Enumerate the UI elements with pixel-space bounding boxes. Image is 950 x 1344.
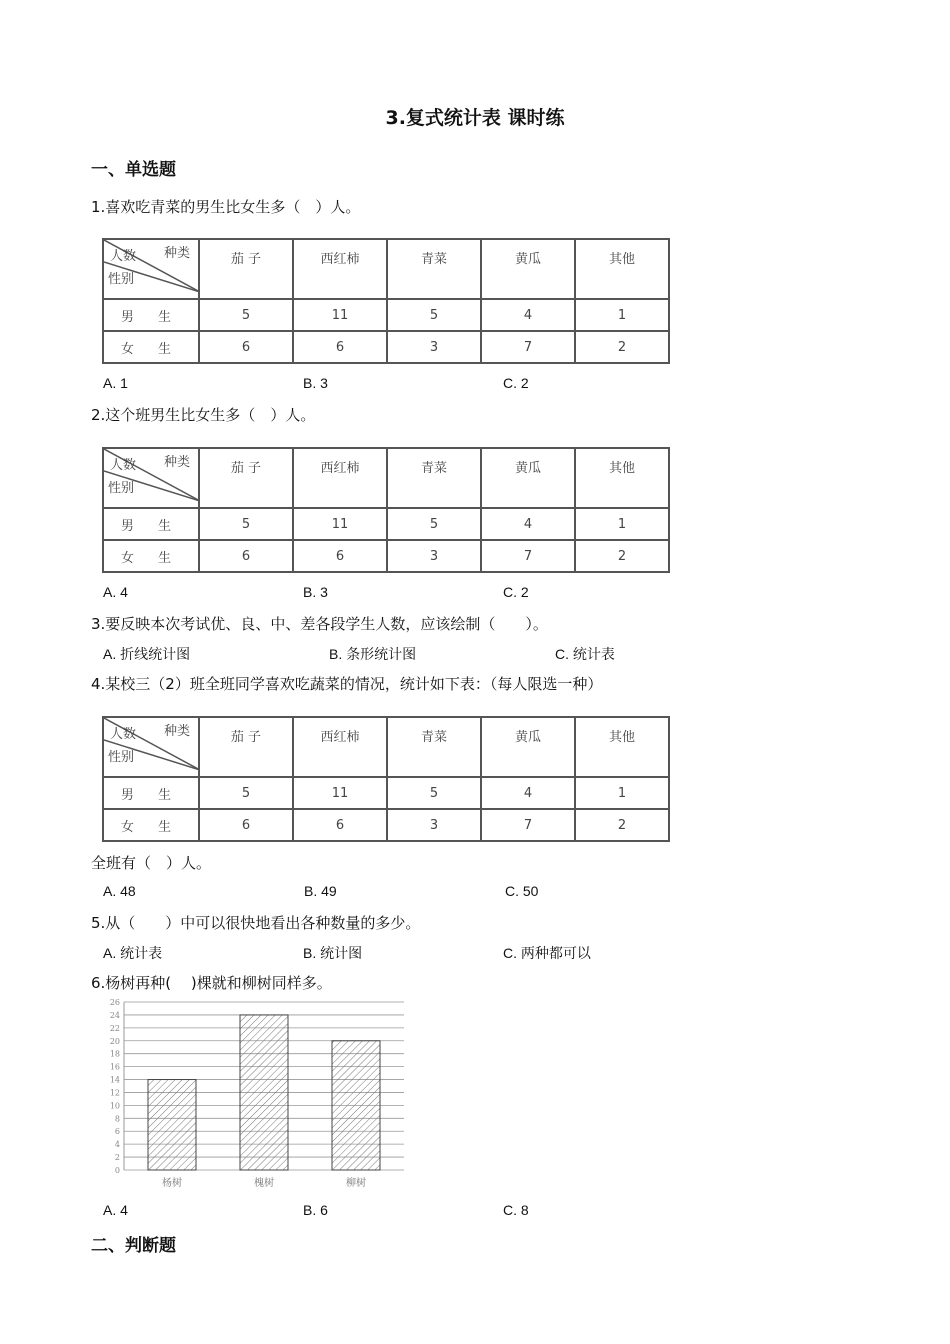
table-row [103, 540, 669, 572]
option-a[interactable]: A. 折线统计图 [103, 646, 191, 662]
column-header: 其他 [575, 239, 669, 299]
table-cell: 5 [387, 777, 481, 809]
question-5-text: 5.从（ ）中可以很快地看出各种数量的多少。 [91, 914, 421, 932]
y-tick-label: 10 [109, 1101, 120, 1111]
question-4-text-2: 全班有（ ）人。 [91, 854, 212, 872]
question-4-text: 4.某校三（2）班全班同学喜欢吃蔬菜的情况，统计如下表：（每人限选一种） [91, 675, 603, 693]
column-header: 其他 [575, 448, 669, 508]
y-tick-label: 0 [114, 1166, 120, 1175]
column-header: 西红柿 [293, 239, 387, 299]
table-cell: 5 [199, 508, 293, 540]
table-cell: 7 [481, 809, 575, 841]
corner-label-gender: 性别 [108, 272, 135, 287]
x-tick-label: 柳树 [346, 1178, 366, 1189]
option-c[interactable]: C. 统计表 [555, 646, 615, 662]
table-cell: 11 [293, 508, 387, 540]
table-cell: 2 [575, 331, 669, 363]
row-label: 女 生 [103, 331, 199, 363]
column-header: 青菜 [387, 239, 481, 299]
page-title: 3.复式统计表 课时练 [385, 107, 565, 129]
table-cell: 6 [293, 331, 387, 363]
table-cell: 3 [387, 540, 481, 572]
table-row [103, 777, 669, 809]
table-corner-cell [103, 717, 199, 777]
section-heading-single-choice: 一、单选题 [91, 160, 176, 180]
table-cell: 2 [575, 809, 669, 841]
table-cell: 11 [293, 299, 387, 331]
table-cell: 6 [293, 809, 387, 841]
table-cell: 6 [199, 809, 293, 841]
question-3-options [103, 644, 723, 664]
y-tick-label: 20 [109, 1036, 120, 1046]
table-cell: 1 [575, 508, 669, 540]
question-1-text: 1.喜欢吃青菜的男生比女生多（ ）人。 [91, 198, 361, 216]
table-cell: 5 [387, 508, 481, 540]
vegetable-stat-table [102, 716, 670, 842]
column-header: 黄瓜 [481, 448, 575, 508]
y-tick-label: 8 [114, 1114, 120, 1124]
corner-label-count: 人数 [110, 458, 137, 473]
y-tick-label: 2 [114, 1153, 120, 1163]
table-corner-cell [103, 448, 199, 508]
question-6-options [103, 1202, 723, 1222]
vegetable-stat-table [102, 238, 670, 364]
corner-label-count: 人数 [110, 727, 137, 742]
corner-label-gender: 性别 [108, 481, 135, 496]
column-header: 黄瓜 [481, 717, 575, 777]
y-tick-label: 18 [109, 1049, 120, 1059]
option-a[interactable]: A. 4 [103, 584, 128, 600]
table-row [103, 299, 669, 331]
option-b[interactable]: B. 3 [303, 375, 328, 391]
table-cell: 2 [575, 540, 669, 572]
table-cell: 4 [481, 299, 575, 331]
y-tick-label: 14 [109, 1075, 120, 1085]
table-row [103, 331, 669, 363]
option-a[interactable]: A. 统计表 [103, 945, 163, 961]
option-c[interactable]: C. 2 [503, 375, 529, 391]
tree-bar-chart [108, 998, 408, 1190]
column-header: 茄 子 [199, 239, 293, 299]
corner-label-type: 种类 [163, 246, 190, 261]
column-header: 西红柿 [293, 448, 387, 508]
row-label: 女 生 [103, 809, 199, 841]
table-cell: 4 [481, 508, 575, 540]
table-cell: 5 [199, 777, 293, 809]
table-row [103, 809, 669, 841]
option-b[interactable]: B. 统计图 [303, 945, 363, 961]
column-header: 其他 [575, 717, 669, 777]
question-2-text: 2.这个班男生比女生多（ ）人。 [91, 406, 316, 424]
question-4-options [103, 883, 723, 903]
question-3-text: 3.要反映本次考试优、良、中、差各段学生人数，应该绘制（ ）。 [91, 615, 548, 633]
column-header: 茄 子 [199, 448, 293, 508]
table-cell: 3 [387, 331, 481, 363]
question-1-options [103, 375, 723, 395]
column-header: 西红柿 [293, 717, 387, 777]
bar-1 [148, 1080, 196, 1170]
column-header: 青菜 [387, 717, 481, 777]
option-a[interactable]: A. 48 [103, 883, 136, 899]
table-cell: 5 [387, 299, 481, 331]
table-cell: 4 [481, 777, 575, 809]
row-label: 男 生 [103, 508, 199, 540]
row-label: 男 生 [103, 777, 199, 809]
table-cell: 1 [575, 777, 669, 809]
option-c[interactable]: C. 50 [505, 883, 539, 899]
table-corner-cell [103, 239, 199, 299]
question-6-text: 6.杨树再种( )棵就和柳树同样多。 [91, 974, 332, 992]
section-heading-true-false: 二、判断题 [91, 1236, 176, 1256]
question-5-options [103, 943, 723, 963]
corner-label-count: 人数 [110, 249, 137, 264]
option-a[interactable]: A. 4 [103, 1202, 128, 1218]
table-cell: 5 [199, 299, 293, 331]
table-cell: 7 [481, 331, 575, 363]
bar-3 [332, 1041, 380, 1170]
corner-label-type: 种类 [163, 455, 190, 470]
table-row [103, 508, 669, 540]
table-cell: 6 [293, 540, 387, 572]
option-b[interactable]: B. 3 [303, 584, 328, 600]
table-cell: 6 [199, 331, 293, 363]
y-tick-label: 16 [109, 1062, 120, 1072]
y-tick-label: 24 [109, 1010, 120, 1020]
vegetable-stat-table [102, 447, 670, 573]
bar-2 [240, 1015, 288, 1170]
row-label: 女 生 [103, 540, 199, 572]
corner-label-gender: 性别 [108, 750, 135, 765]
column-header: 黄瓜 [481, 239, 575, 299]
question-2-options [103, 584, 723, 604]
corner-label-type: 种类 [163, 724, 190, 739]
row-label: 男 生 [103, 299, 199, 331]
option-a[interactable]: A. 1 [103, 375, 128, 391]
x-tick-label: 槐树 [254, 1178, 274, 1189]
y-tick-label: 4 [114, 1140, 120, 1150]
y-tick-label: 26 [109, 998, 120, 1007]
column-header: 青菜 [387, 448, 481, 508]
option-c[interactable]: C. 2 [503, 584, 529, 600]
table-cell: 1 [575, 299, 669, 331]
option-c[interactable]: C. 8 [503, 1202, 529, 1218]
column-header: 茄 子 [199, 717, 293, 777]
x-tick-label: 杨树 [162, 1178, 182, 1189]
table-cell: 6 [199, 540, 293, 572]
option-b[interactable]: B. 49 [304, 883, 337, 899]
option-b[interactable]: B. 6 [303, 1202, 328, 1218]
table-cell: 11 [293, 777, 387, 809]
option-c[interactable]: C. 两种都可以 [503, 945, 591, 961]
option-b[interactable]: B. 条形统计图 [329, 646, 417, 662]
y-tick-label: 6 [114, 1127, 120, 1137]
y-tick-label: 12 [109, 1088, 120, 1098]
table-cell: 3 [387, 809, 481, 841]
table-cell: 7 [481, 540, 575, 572]
y-tick-label: 22 [109, 1023, 120, 1033]
